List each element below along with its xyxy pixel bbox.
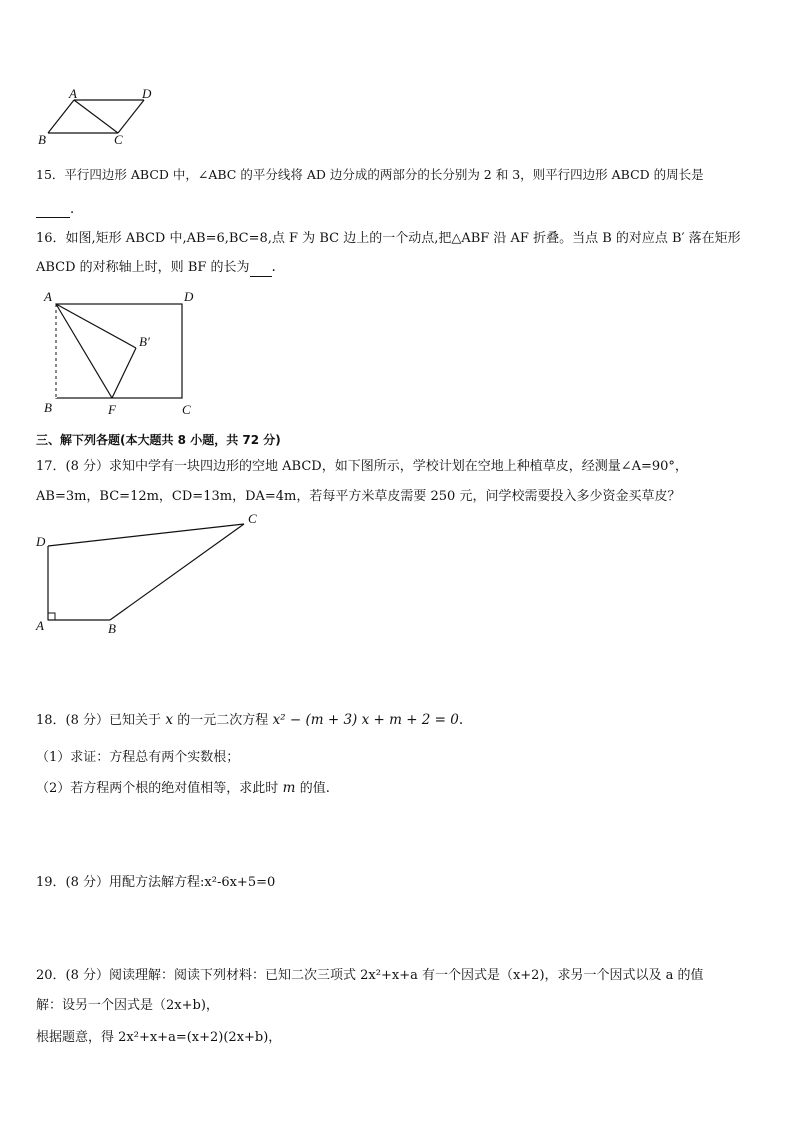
q18-equation: x² − (m + 3) x + m + 2 = 0: [272, 712, 459, 728]
label-A: A: [69, 86, 77, 101]
label-D: D: [36, 534, 46, 549]
q18-part2-text-a: （2）若方程两个根的绝对值相等，求此时: [36, 781, 279, 796]
label-B: B: [38, 132, 46, 147]
parallelogram-figure: [36, 86, 166, 148]
q15-text: 15．平行四边形 ABCD 中，∠ABC 的平分线将 AD 边分成的两部分的长分别为 2 和 3，则平行四边形 ABCD 的周长是: [36, 167, 704, 182]
q17-text: 17．(8 分）求知中学有一块四边形的空地 ABCD，如下图所示，学校计划在空地上种植草皮，经测量∠A=90°，: [36, 459, 688, 474]
q17-line2: [36, 487, 680, 506]
q18-part1: [36, 748, 239, 767]
q20-text-2: 解：设另一个因式是（2x+b)，: [36, 998, 219, 1013]
label-B-prime: B′: [139, 334, 150, 349]
label-C: C: [114, 132, 123, 147]
label-B: B: [108, 621, 116, 636]
q18-part2-text-b: 的值.: [299, 781, 330, 796]
q17-text-2: AB=3m，BC=12m，CD=13m，DA=4m，若每平方米草皮需要 250 元，问学校需要投入多少资金买草皮？: [36, 489, 681, 504]
question-18: [36, 711, 463, 730]
label-A: A: [44, 289, 52, 304]
q18-mid: 的一元二次方程: [177, 713, 269, 728]
q18-prefix: 18．(8 分）已知关于: [36, 713, 162, 728]
q20-line3: [36, 1028, 281, 1047]
q15-blank[interactable]: [36, 203, 70, 218]
question-17: [36, 457, 688, 476]
q18-var-m: m: [282, 780, 296, 796]
label-C: C: [182, 402, 191, 417]
q18-part2: [36, 779, 330, 798]
q18-end: .: [458, 712, 464, 728]
q18-var-x: x: [165, 712, 173, 728]
q16-end: .: [271, 259, 276, 275]
q16-blank[interactable]: [250, 262, 272, 277]
q16-text-2: ABCD 的对称轴上时，则 BF 的长为: [36, 260, 250, 275]
q20-line2: [36, 996, 219, 1015]
q15-end: ．: [70, 201, 84, 217]
q20-text-3: 根据题意，得 2x²+x+a=(x+2)(2x+b)，: [36, 1030, 282, 1045]
q15-answer-line: [36, 200, 84, 218]
label-F: F: [108, 402, 116, 417]
question-20: [36, 966, 704, 985]
label-D: D: [184, 289, 194, 304]
question-15: [36, 166, 704, 184]
question-19: [36, 873, 275, 892]
q20-text: 20．(8 分）阅读理解：阅读下列材料：已知二次三项式 2x²+x+a 有一个因式是（x+2)，求另一个因式以及 a 的值: [36, 968, 704, 983]
q18-part1-text: （1）求证：方程总有两个实数根；: [36, 750, 240, 765]
label-B: B: [44, 400, 52, 415]
label-A: A: [36, 618, 44, 633]
q16-line2: [36, 258, 276, 277]
question-16: [36, 229, 741, 248]
q19-text: 19．(8 分）用配方法解方程:x²-6x+5=0: [36, 875, 276, 890]
rectangle-fold-figure: [36, 286, 206, 422]
q16-text: 16．如图,矩形 ABCD 中,AB=6,BC=8,点 F 为 BC 边上的一个动点,把△ABF 沿 AF 折叠。当点 B 的对应点 B′ 落在矩形: [36, 231, 741, 246]
label-C: C: [248, 511, 257, 526]
section-3-title: 三、解下列各题(本大题共 8 小题，共 72 分): [36, 433, 281, 447]
quadrilateral-figure: [30, 508, 270, 636]
label-D: D: [142, 86, 152, 101]
